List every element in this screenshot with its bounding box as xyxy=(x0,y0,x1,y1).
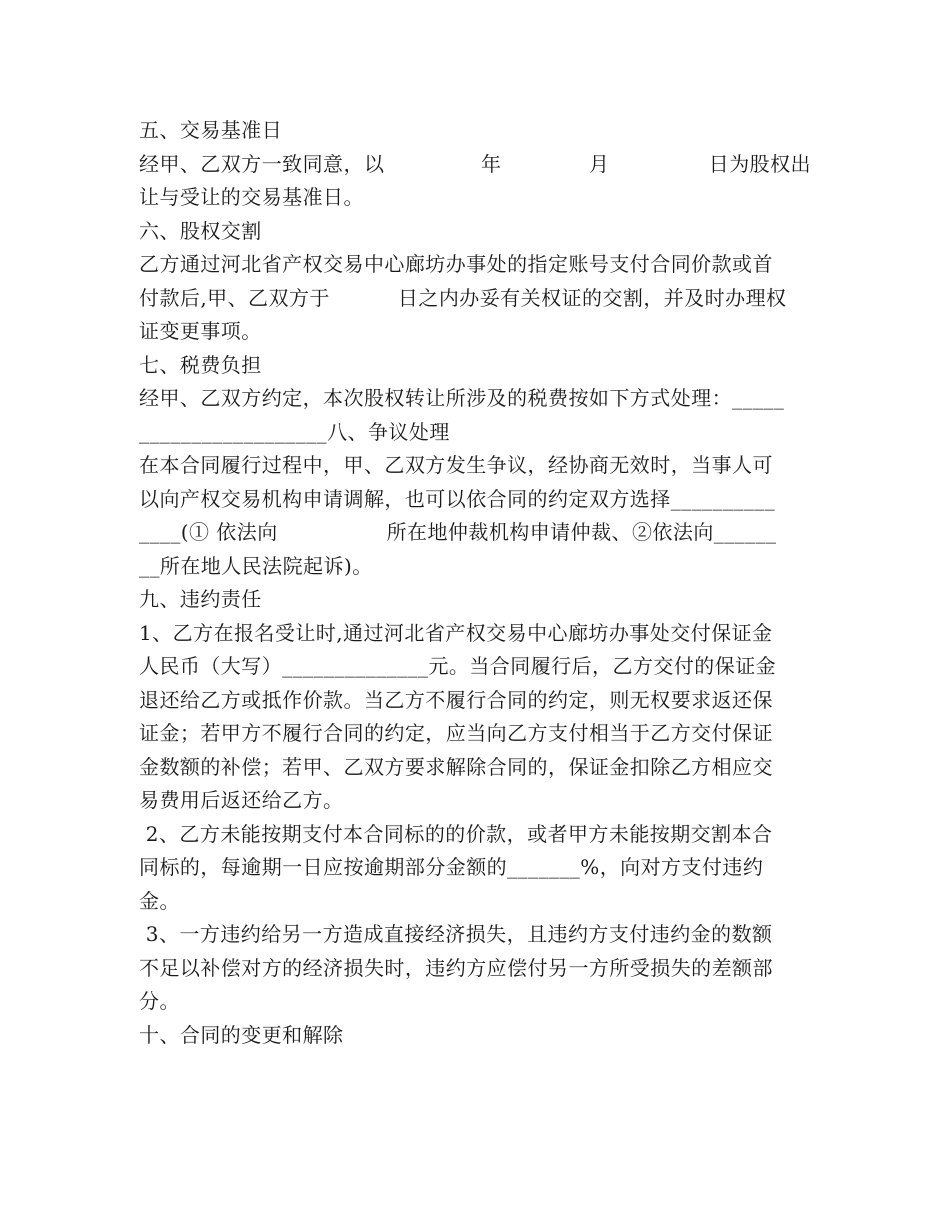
paragraph-line: 退还给乙方或抵作价款。当乙方不履行合同的约定，则无权要求返还保 xyxy=(139,687,773,712)
paragraph-line: 2、乙方未能按期支付本合同标的的价款，或者甲方未能按期交割本合 xyxy=(139,821,773,846)
section-heading-contract-change: 十、合同的变更和解除 xyxy=(139,1022,344,1047)
paragraph-line: 证变更事项。 xyxy=(139,319,262,343)
paragraph-line: 不足以补偿对方的经济损失时，违约方应偿付另一方所受损失的差额部 xyxy=(139,955,773,980)
paragraph-line: 分。 xyxy=(139,989,180,1013)
paragraph-line: 让与受让的交易基准日。 xyxy=(139,185,364,209)
paragraph-line: 同标的，每逾期一日应按逾期部分金额的_______%，向对方支付违约 xyxy=(139,855,764,879)
paragraph-line: 乙方通过河北省产权交易中心廊坊办事处的指定账号支付合同价款或首 xyxy=(139,252,773,276)
paragraph-line: 在本合同履行过程中，甲、乙双方发生争议，经协商无效时，当事人可 xyxy=(139,453,773,477)
day-label: 日为股权出 xyxy=(708,151,811,176)
paragraph-line: 证金；若甲方不履行合同的约定，应当向乙方支付相当于乙方交付保证 xyxy=(139,721,773,745)
month-label: 月 xyxy=(589,151,610,176)
paragraph-line: 易费用后返还给乙方。 xyxy=(139,788,344,812)
section-heading-breach-liability: 九、违约责任 xyxy=(139,587,262,611)
year-label: 年 xyxy=(481,151,502,176)
paragraph-line: 人民币（大写）______________元。当合同履行后，乙方交付的保证金 xyxy=(139,654,777,678)
paragraph-line: 经甲、乙双方约定，本次股权转让所涉及的税费按如下方式处理：_____ xyxy=(139,386,785,410)
paragraph-line: ____(① 依法向 所在地仲裁机构申请仲裁、②依法向______ xyxy=(139,520,777,544)
section-heading-trading-base-date: 五、交易基准日 xyxy=(139,118,283,142)
paragraph-line: __所在地人民法院起诉)。 xyxy=(139,553,373,578)
paragraph-line-with-dispute-heading: __________________八、争议处理 xyxy=(139,419,450,444)
paragraph-line: 1、乙方在报名受让时,通过河北省产权交易中心廊坊办事处交付保证金 xyxy=(139,620,773,645)
paragraph-line: 以向产权交易机构申请调解，也可以依合同的约定双方选择__________ xyxy=(139,486,776,511)
paragraph-line: 金。 xyxy=(139,888,180,913)
paragraph-line: 金数额的补偿；若甲、乙双方要求解除合同的，保证金扣除乙方相应交 xyxy=(139,754,773,779)
paragraph-base-date-line xyxy=(139,148,811,182)
paragraph-line: 付款后,甲、乙双方于 日之内办妥有关权证的交割，并及时办理权 xyxy=(139,285,787,310)
paragraph-line: 3、一方违约给另一方造成直接经济损失，且违约方支付违约金的数额 xyxy=(139,922,773,946)
text-segment: 经甲、乙双方一致同意，以 xyxy=(139,151,385,176)
section-heading-equity-delivery: 六、股权交割 xyxy=(139,218,262,243)
section-heading-tax-burden: 七、税费负担 xyxy=(139,352,262,377)
contract-page xyxy=(139,114,811,1052)
